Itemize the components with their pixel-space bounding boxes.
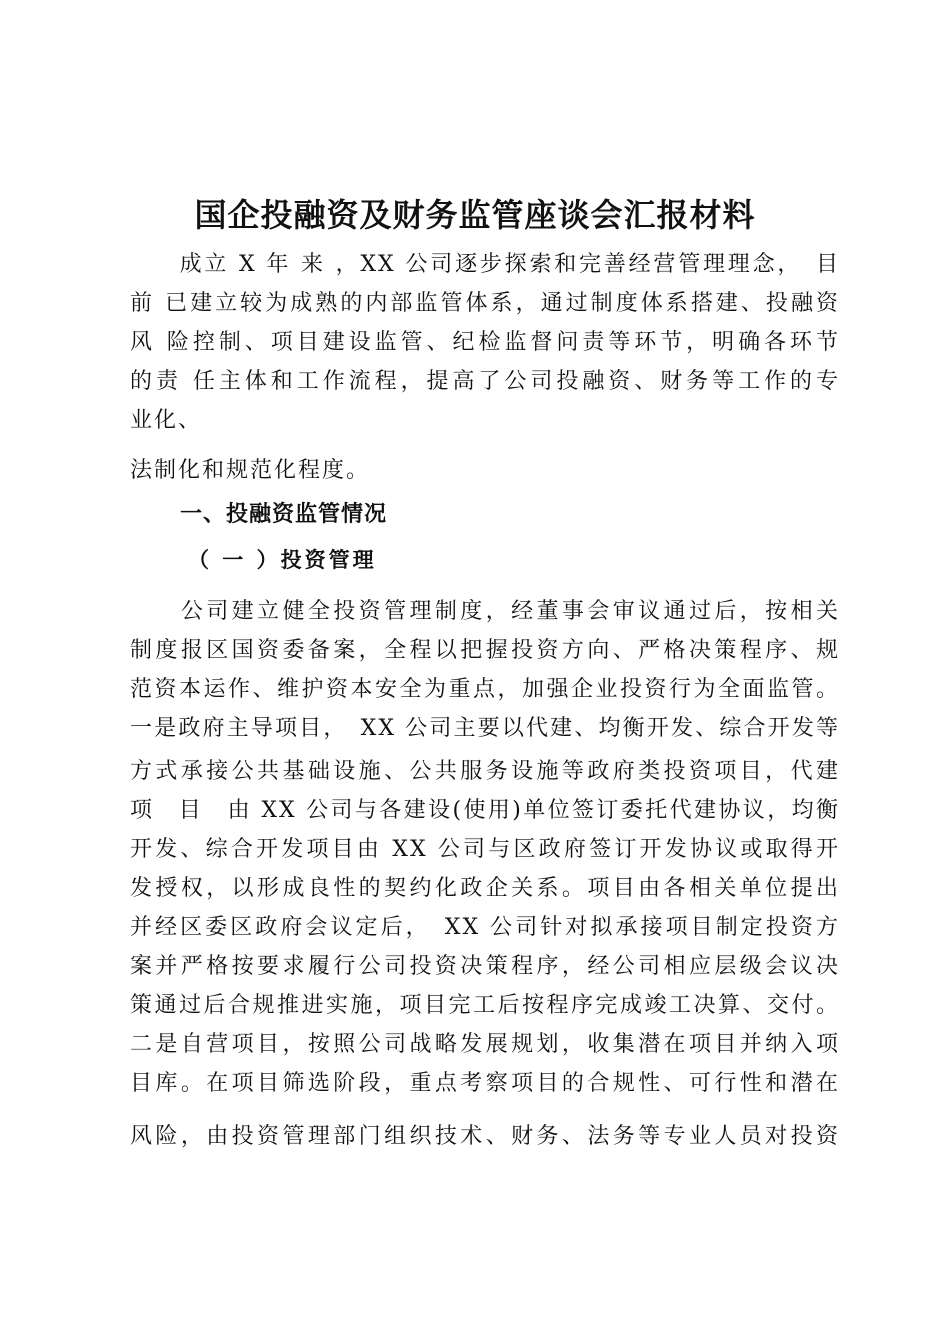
body-line: 范资本运作、维护资本安全为重点，加强企业投资行为全面监管。 [130,677,840,702]
body-line: 项 目 由 XX 公司与各建设(使用)单位签订委托代建协议，均衡 [130,798,840,823]
intro-line: 风 险控制、项目建设监管、纪检监督问责等环节，明确各环节 [130,330,840,355]
intro-line: 成立 X 年 来 ，XX 公司逐步探索和完善经营管理理念， 目 [130,252,840,277]
body-line: 二是自营项目，按照公司战略发展规划，收集潜在项目并纳入项 [130,1032,840,1057]
intro-line: 前 已建立较为成熟的内部监管体系，通过制度体系搭建、投融资 [130,291,840,316]
intro-line: 业化、 [130,408,203,433]
body-line: 一是政府主导项目， XX 公司主要以代建、均衡开发、综合开发等 [130,716,840,741]
body-line: 策通过后合规推进实施，项目完工后按程序完成竣工决算、交付。 [130,993,840,1018]
body-line: 公司建立健全投资管理制度，经董事会审议通过后，按相关 [130,599,840,624]
body-line: 并经区委区政府会议定后， XX 公司针对拟承接项目制定投资方 [130,915,840,940]
body-line: 目库。在项目筛选阶段，重点考察项目的合规性、可行性和潜在 [130,1071,840,1096]
body-line: 制度报区国资委备案，全程以把握投资方向、严格决策程序、规 [130,638,840,663]
body-line: 案并严格按要求履行公司投资决策程序，经公司相应层级会议决 [130,954,840,979]
body-line: 风险，由投资管理部门组织技术、财务、法务等专业人员对投资 [130,1124,840,1149]
body-line: 开发、综合开发项目由 XX 公司与区政府签订开发协议或取得开 [130,837,840,862]
intro-line: 法制化和规范化程度。 [130,458,371,483]
document-title: 国企投融资及财务监管座谈会汇报材料 [194,196,756,234]
intro-line: 的责 任主体和工作流程，提高了公司投融资、财务等工作的专 [130,369,840,394]
body-line: 方式承接公共基础设施、公共服务设施等政府类投资项目，代建 [130,759,840,784]
subsection-heading: （ 一 ）投资管理 [188,548,377,572]
body-line: 发授权，以形成良性的契约化政企关系。项目由各相关单位提出 [130,876,840,901]
section-heading: 一、投融资监管情况 [180,502,388,527]
